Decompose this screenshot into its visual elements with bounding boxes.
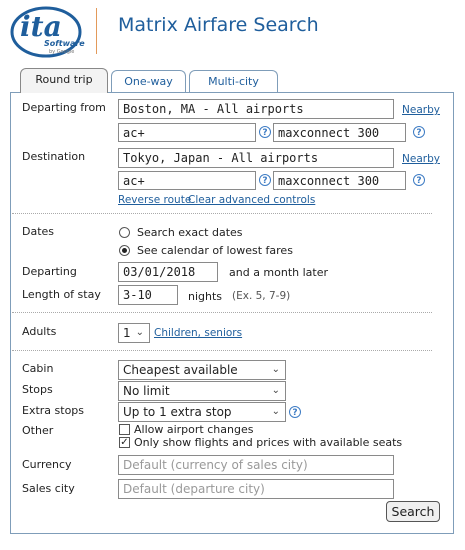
- origin-routing-code-input[interactable]: ac+: [118, 123, 256, 142]
- stops-select-value: No limit: [123, 384, 170, 398]
- extra-stops-label: Extra stops: [22, 404, 85, 417]
- extra-stops-select[interactable]: [118, 402, 286, 422]
- section-divider: [12, 350, 432, 351]
- sales-city-label: Sales city: [22, 482, 75, 495]
- svg-text:Software: Software: [44, 39, 85, 48]
- chevron-down-icon: ⌄: [271, 385, 280, 396]
- chevron-down-icon: ⌄: [271, 406, 280, 417]
- origin-extension-code-input[interactable]: maxconnect 300: [273, 123, 406, 142]
- departing-suffix: and a month later: [229, 266, 329, 279]
- origin-input[interactable]: Boston, MA - All airports: [118, 99, 394, 119]
- adults-select[interactable]: [118, 323, 150, 343]
- allow-airport-changes-checkbox[interactable]: [119, 424, 130, 435]
- stay-example-hint: (Ex. 5, 7-9): [232, 290, 291, 302]
- length-of-stay-input[interactable]: 3-10: [118, 285, 178, 305]
- calendar-lowest-fares-radio[interactable]: [119, 245, 130, 256]
- search-exact-dates-label: Search exact dates: [137, 226, 243, 239]
- calendar-lowest-fares-label: See calendar of lowest fares: [137, 244, 293, 257]
- destination-input[interactable]: Tokyo, Japan - All airports: [118, 148, 394, 168]
- origin-nearby-link[interactable]: Nearby: [402, 104, 440, 116]
- dates-label: Dates: [22, 225, 55, 238]
- departing-date-input[interactable]: 03/01/2018: [118, 262, 218, 282]
- reverse-route-link[interactable]: Reverse route: [118, 194, 192, 206]
- nights-label: nights: [188, 290, 223, 303]
- destination-routing-help-icon[interactable]: ?: [259, 174, 271, 186]
- only-available-seats-label: Only show flights and prices with available seats: [134, 436, 403, 449]
- section-divider: [12, 312, 432, 313]
- header-divider: [96, 8, 97, 54]
- svg-text:by Google: by Google: [49, 49, 75, 55]
- search-exact-dates-radio[interactable]: [119, 227, 130, 238]
- cabin-select-value: Cheapest available: [123, 363, 238, 377]
- destination-routing-code-input[interactable]: ac+: [118, 171, 256, 190]
- sales-city-input[interactable]: Default (departure city): [118, 479, 394, 499]
- clear-advanced-controls-link[interactable]: Clear advanced controls: [188, 194, 316, 206]
- destination-nearby-link[interactable]: Nearby: [402, 153, 440, 165]
- stops-select[interactable]: [118, 381, 286, 401]
- allow-airport-changes-label: Allow airport changes: [134, 423, 254, 436]
- adults-select-value: 1: [123, 326, 131, 340]
- tab-multi-city[interactable]: Multi-city: [189, 70, 278, 92]
- length-of-stay-label: Length of stay: [22, 288, 101, 301]
- section-divider: [12, 213, 432, 214]
- adults-label: Adults: [22, 325, 57, 338]
- tab-one-way[interactable]: One-way: [111, 70, 186, 92]
- origin-routing-help-icon[interactable]: ?: [259, 126, 271, 138]
- cabin-label: Cabin: [22, 362, 54, 375]
- page-title: Matrix Airfare Search: [118, 14, 319, 36]
- destination-label: Destination: [22, 150, 86, 163]
- extra-stops-select-value: Up to 1 extra stop: [123, 405, 232, 419]
- ita-software-logo: [8, 2, 86, 60]
- destination-extension-code-input[interactable]: maxconnect 300: [273, 171, 406, 190]
- currency-input[interactable]: Default (currency of sales city): [118, 455, 394, 475]
- search-button[interactable]: Search: [386, 501, 440, 522]
- departing-label: Departing: [22, 265, 77, 278]
- chevron-down-icon: ⌄: [271, 364, 280, 375]
- origin-extension-help-icon[interactable]: ?: [413, 126, 425, 138]
- currency-label: Currency: [22, 458, 72, 471]
- departing-from-label: Departing from: [22, 101, 106, 114]
- other-label: Other: [22, 424, 54, 437]
- svg-text:ita: ita: [20, 10, 62, 43]
- extra-stops-help-icon[interactable]: ?: [289, 406, 301, 418]
- chevron-down-icon: ⌄: [135, 327, 144, 338]
- only-available-seats-checkbox[interactable]: ✓: [120, 437, 129, 448]
- destination-extension-help-icon[interactable]: ?: [413, 174, 425, 186]
- tab-round-trip[interactable]: Round trip: [20, 68, 108, 93]
- children-seniors-link[interactable]: Children, seniors: [154, 327, 243, 339]
- cabin-select[interactable]: [118, 360, 286, 380]
- stops-label: Stops: [22, 383, 53, 396]
